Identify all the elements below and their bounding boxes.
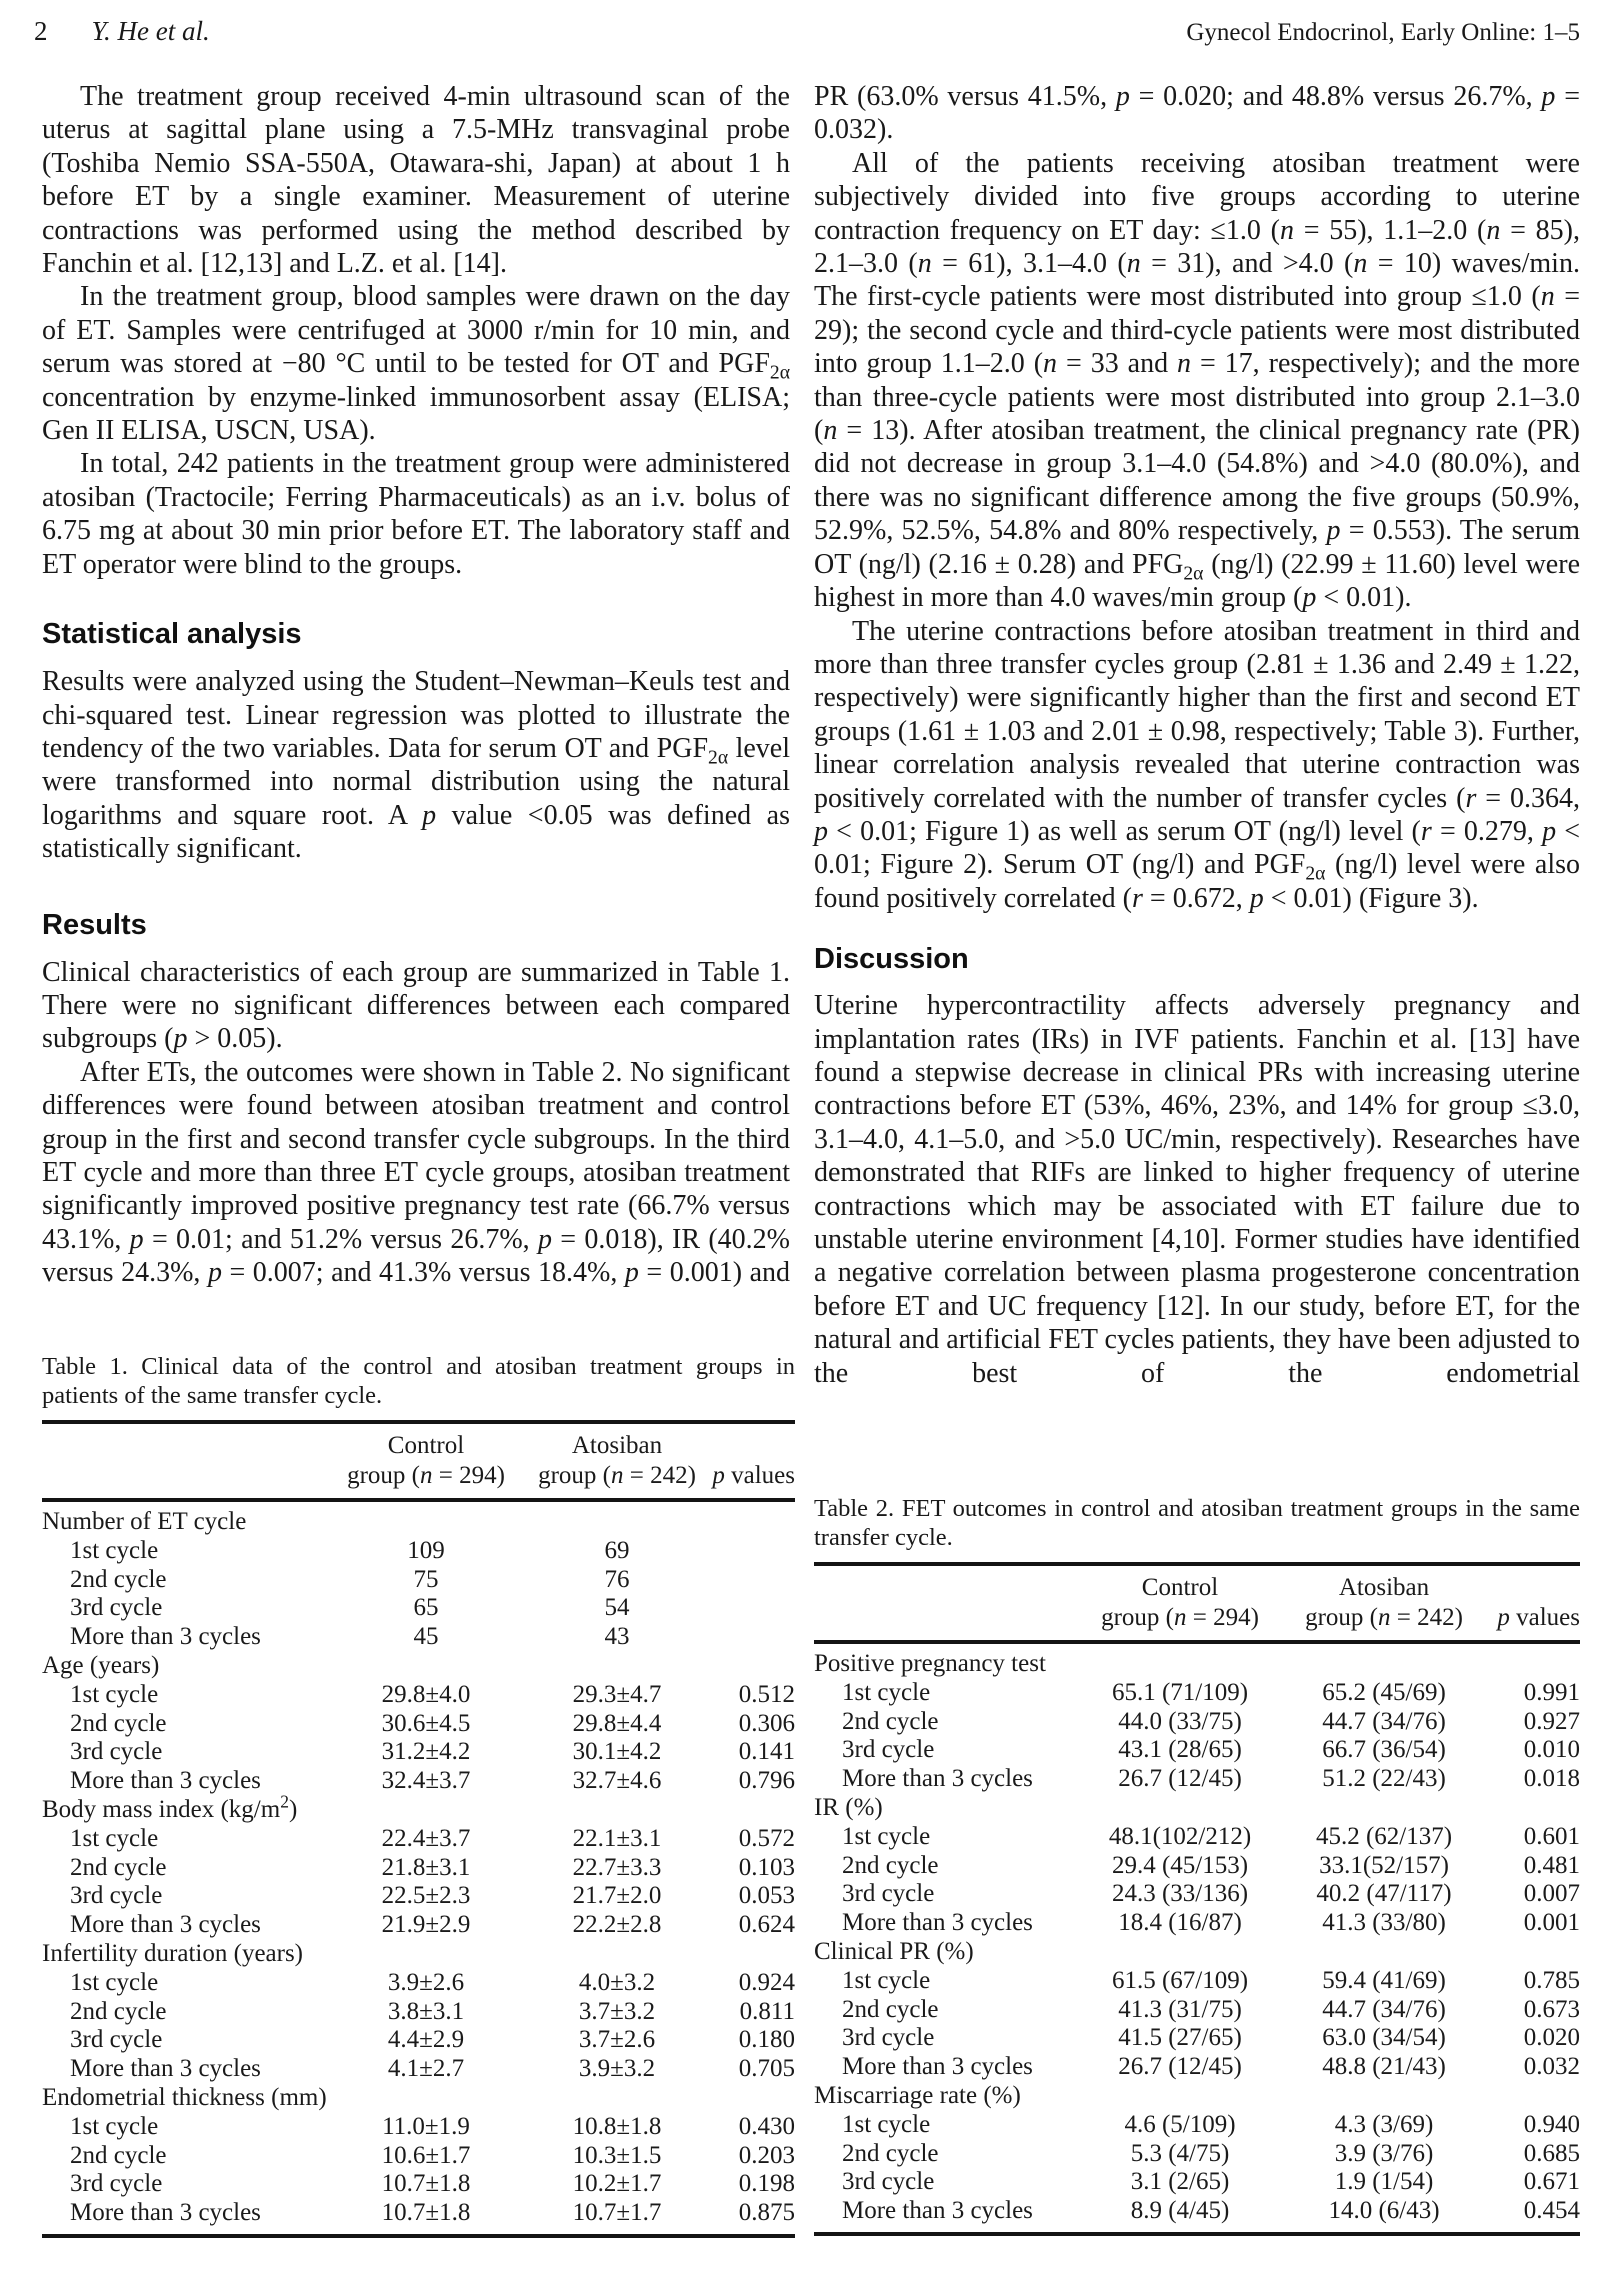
paragraph-methods-atosiban: In total, 242 patients in the treatment group were administered atosiban (Tractocile; Ferring Pharmaceuticals) as an i.v. bolus of 6.75 mg at about 30 min prior before ET. The laboratory staff and ET operator were blind to the groups. xyxy=(42,448,790,580)
p-value: 0.180 xyxy=(738,2026,795,2054)
atosiban-value: 33.1(52/157) xyxy=(1319,1851,1449,1879)
atosiban-value: 4.0±3.2 xyxy=(578,1968,656,1996)
page-number: 2 xyxy=(34,16,48,46)
atosiban-value: 66.7 (36/54) xyxy=(1322,1736,1446,1764)
p-value: 0.991 xyxy=(1523,1678,1580,1706)
row-label: More than 3 cycles xyxy=(70,2055,261,2083)
p-value: 0.671 xyxy=(1523,2168,1580,2196)
row-label: 3rd cycle xyxy=(70,1594,163,1622)
row-label: 3rd cycle xyxy=(70,1882,163,1910)
control-column-subtitle: group (n = 294) xyxy=(328,1461,524,1500)
row-label: 3rd cycle xyxy=(842,2024,935,2052)
control-value: 41.5 (27/65) xyxy=(1118,2024,1242,2052)
atosiban-column-subtitle: group (n = 242) xyxy=(524,1461,710,1500)
p-value xyxy=(710,1594,795,1623)
row-label: More than 3 cycles xyxy=(70,1623,261,1651)
table-row xyxy=(814,2197,1580,2234)
table-row xyxy=(814,1967,1580,1996)
paragraph-results-contraction-groups: All of the patients receiving atosiban treatment were subjectively divided into five groups according to uterine contraction frequency on ET day: ≤1.0 (n = 55), 1.1–2.0 (n = 85), 2.1–3.0 (n = 61), 3.1–4.0 (n = 31), and >4.0 (n = 10) waves/min. The first-cycle patients were most distributed into group ≤1.0 (n = 29); the second cycle and third-cycle patients were most distributed into group 1.1–2.0 (n = 33 and n = 17, respectively); and the more than three-cycle patients were most distributed into group 2.1–3.0 (n = 13). After atosiban treatment, the clinical pregnancy rate (PR) did not decrease in group 3.1–4.0 (54.8%) and >4.0 (80.0%), and there was no significant difference among the five groups (50.9%, 52.9%, 52.5%, 54.8% and 80% respectively, p = 0.553). The serum OT (ng/l) (2.16 ± 0.28) and $PFG_{2\alpha}$ (ng/l) (22.99 ± 11.60) level were highest in more than 4.0 waves/min group (p < 0.01). xyxy=(814,147,1580,614)
atosiban-value: 10.3±1.5 xyxy=(572,2141,662,2169)
row-label: 1st cycle xyxy=(70,1680,159,1708)
row-label: 2nd cycle xyxy=(842,1707,939,1735)
atosiban-column-title: Atosiban xyxy=(571,1432,663,1459)
table-section-row xyxy=(814,2082,1580,2111)
control-value: 31.2±4.2 xyxy=(381,1738,471,1766)
table-section-row xyxy=(42,1652,795,1681)
p-value: 0.601 xyxy=(1523,1822,1580,1850)
atosiban-value: 76 xyxy=(604,1565,630,1593)
atosiban-value: 10.7±1.7 xyxy=(572,2199,662,2227)
control-value: 18.4 (16/87) xyxy=(1118,1909,1242,1937)
table-2-grid xyxy=(814,1562,1580,2236)
control-value: 45 xyxy=(413,1623,439,1651)
p-value: 0.454 xyxy=(1523,2197,1580,2225)
row-label: 1st cycle xyxy=(842,1822,931,1850)
table-row xyxy=(814,2111,1580,2140)
atosiban-value: 4.3 (3/69) xyxy=(1334,2110,1434,2138)
p-value: 0.572 xyxy=(738,1824,795,1852)
control-value: 11.0±1.9 xyxy=(382,2112,470,2140)
p-value: 0.685 xyxy=(1523,2139,1580,2167)
atosiban-value: 21.7±2.0 xyxy=(572,1882,662,1910)
control-value: 5.3 (4/75) xyxy=(1130,2139,1230,2167)
atosiban-value: 63.0 (34/54) xyxy=(1322,2024,1446,2052)
paragraph-methods-ultrasound: The treatment group received 4-min ultrasound scan of the uterus at sagittal plane using a 7.5-MHz transvaginal probe (Toshiba Nemio SSA-550A, Otawara-shi, Japan) at about 1 h before ET by a single examiner. Measurement of uterine contractions was performed using the method described by Fanchin et al. [12,13] and L.Z. et al. [14]. xyxy=(42,81,790,280)
p-value: 0.624 xyxy=(738,1911,795,1939)
atosiban-value: 32.7±4.6 xyxy=(572,1767,662,1795)
table-row xyxy=(42,1998,795,2027)
row-label: 2nd cycle xyxy=(842,1851,939,1879)
table-row xyxy=(42,1825,795,1854)
left-column xyxy=(42,80,790,1290)
p-values-column-title: p values xyxy=(710,1461,795,1500)
table-section-label: Clinical PR (%) xyxy=(814,1937,974,1965)
row-label: 3rd cycle xyxy=(842,2168,935,2196)
table-2 xyxy=(814,1494,1580,2236)
control-value: 43.1 (28/65) xyxy=(1118,1736,1242,1764)
paragraph-discussion: Uterine hypercontractility affects adversely pregnancy and implantation rates (IRs) in IVF patients. Fanchin et al. [13] have found a stepwise decrease in clinical PRs with increasing uterine contractions before ET (53%, 46%, 23%, and 14% for group ≤3.0, 3.1–4.0, 4.1–5.0, and >5.0 UC/min, respectively). Researches have demonstrated that RIFs are linked to higher frequency of uterine contractions which may be associated with ET failure due to unstable uterine environment [4,10]. Former studies have identified a negative correlation between plasma progesterone concentration before ET and UC frequency [12]. In our study, before ET, for the natural and artificial FET cycles patients, they have been adjusted to the best of the endometrial xyxy=(814,990,1580,1389)
atosiban-value: 44.7 (34/76) xyxy=(1322,1995,1446,2023)
table-section-label: Endometrial thickness (mm) xyxy=(42,2083,327,2111)
table-header-row xyxy=(814,1603,1580,1642)
row-label: 1st cycle xyxy=(842,2110,931,2138)
p-value: 0.141 xyxy=(738,1738,795,1766)
control-value: 22.4±3.7 xyxy=(381,1824,471,1852)
p-value: 0.032 xyxy=(1523,2053,1580,2081)
table-section-label: IR (%) xyxy=(814,1793,883,1821)
table-row xyxy=(42,1738,795,1767)
p-value: 0.018 xyxy=(1523,1765,1580,1793)
p-value: 0.512 xyxy=(738,1680,795,1708)
table-row xyxy=(42,1854,795,1883)
p-value: 0.940 xyxy=(1523,2110,1580,2138)
control-value: 65 xyxy=(413,1594,439,1622)
control-value: 44.0 (33/75) xyxy=(1118,1707,1242,1735)
table-section-label: Positive pregnancy test xyxy=(814,1650,1046,1677)
table-row xyxy=(814,1852,1580,1881)
table-row xyxy=(42,2113,795,2142)
p-value: 0.785 xyxy=(1523,1966,1580,1994)
row-label: More than 3 cycles xyxy=(842,1765,1033,1793)
atosiban-column-subtitle: group (n = 242) xyxy=(1286,1603,1482,1642)
control-value: 10.7±1.8 xyxy=(381,2170,471,2198)
row-label: 1st cycle xyxy=(70,2112,159,2140)
row-label: 1st cycle xyxy=(70,1536,159,1564)
p-values-column-title: p values xyxy=(1482,1603,1580,1642)
atosiban-value: 14.0 (6/43) xyxy=(1328,2197,1440,2225)
table-section-label: Number of ET cycle xyxy=(42,1508,247,1535)
table-row xyxy=(42,2055,795,2084)
p-value: 0.001 xyxy=(1523,1909,1580,1937)
table-row xyxy=(42,1594,795,1623)
row-label: 2nd cycle xyxy=(70,2141,167,2169)
control-value: 109 xyxy=(407,1536,445,1564)
right-column xyxy=(814,80,1580,1390)
table-1-header xyxy=(42,1422,795,1500)
p-value: 0.481 xyxy=(1523,1851,1580,1879)
table-row xyxy=(814,1679,1580,1708)
atosiban-value: 45.2 (62/137) xyxy=(1315,1822,1453,1850)
p-value: 0.306 xyxy=(738,1709,795,1737)
control-value: 22.5±2.3 xyxy=(381,1882,471,1910)
table-row xyxy=(814,1736,1580,1765)
table-1 xyxy=(42,1352,795,2238)
paragraph-methods-blood-samples: In the treatment group, blood samples were drawn on the day of ET. Samples were centrifuged at 3000 r/min for 10 min, and serum was stored at −80 °C until to be tested for OT and $PGF_{2\alpha}$ concentration by enzyme-linked immunosorbent assay (ELISA; Gen II ELISA, USCN, USA). xyxy=(42,281,790,447)
table-section-row xyxy=(42,1796,795,1825)
running-authors: Y. He et al. xyxy=(91,16,210,46)
row-label: More than 3 cycles xyxy=(70,2199,261,2227)
paragraph-results-outcomes: After ETs, the outcomes were shown in Table 2. No significant differences were found between atosiban treatment and control group in the first and second transfer cycle subgroups. In the third ET cycle and more than three ET cycle groups, atosiban treatment significantly improved positive pregnancy test rate (66.7% versus 43.1%, p = 0.01; and 51.2% versus 26.7%, p = 0.018), IR (40.2% versus 24.3%, p = 0.007; and 41.3% versus 18.4%, p = 0.001) and xyxy=(42,1056,790,1289)
p-value: 0.010 xyxy=(1523,1736,1580,1764)
p-value: 0.198 xyxy=(738,2170,795,2198)
control-value: 21.8±3.1 xyxy=(381,1853,471,1881)
running-head-left xyxy=(34,16,210,46)
running-head xyxy=(34,16,1580,48)
row-label: 3rd cycle xyxy=(842,1880,935,1908)
row-label: 1st cycle xyxy=(70,1968,159,1996)
table-row xyxy=(814,1823,1580,1852)
control-value: 4.1±2.7 xyxy=(387,2055,465,2083)
p-value: 0.053 xyxy=(738,1882,795,1910)
control-value: 41.3 (31/75) xyxy=(1118,1995,1242,2023)
atosiban-value: 54 xyxy=(604,1594,630,1622)
table-row xyxy=(814,1909,1580,1938)
row-label: 3rd cycle xyxy=(842,1736,935,1764)
table-row xyxy=(814,2168,1580,2197)
table-row xyxy=(42,2142,795,2171)
control-value: 26.7 (12/45) xyxy=(1118,1765,1242,1793)
table-2-caption: Table 2. FET outcomes in control and atosiban treatment groups in the same transfer cycle. xyxy=(814,1495,1580,1551)
p-value xyxy=(710,1537,795,1566)
table-row xyxy=(42,1681,795,1710)
table-header-row xyxy=(42,1461,795,1500)
table-2-body xyxy=(814,1642,1580,2234)
atosiban-value: 65.2 (45/69) xyxy=(1322,1678,1446,1706)
table-section-label: Infertility duration (years) xyxy=(42,1939,304,1967)
control-value: 10.6±1.7 xyxy=(381,2141,471,2169)
table-row xyxy=(42,1537,795,1566)
control-value: 3.1 (2/65) xyxy=(1130,2168,1230,2196)
atosiban-column-title: Atosiban xyxy=(1338,1574,1430,1601)
control-value: 30.6±4.5 xyxy=(381,1709,471,1737)
p-value: 0.705 xyxy=(738,2055,795,2083)
p-value xyxy=(710,1566,795,1595)
control-value: 29.8±4.0 xyxy=(381,1680,471,1708)
table-row xyxy=(42,1566,795,1595)
row-label: 2nd cycle xyxy=(70,1997,167,2025)
heading-statistical-analysis: Statistical analysis xyxy=(42,618,302,651)
table-section-row xyxy=(42,1940,795,1969)
row-label: More than 3 cycles xyxy=(70,1767,261,1795)
row-label: 2nd cycle xyxy=(70,1853,167,1881)
atosiban-value: 3.7±2.6 xyxy=(578,2026,656,2054)
control-value: 24.3 (33/136) xyxy=(1111,1880,1249,1908)
row-label: More than 3 cycles xyxy=(842,2053,1033,2081)
control-value: 4.6 (5/109) xyxy=(1124,2110,1236,2138)
p-value: 0.103 xyxy=(738,1853,795,1881)
row-label: More than 3 cycles xyxy=(842,2197,1033,2225)
p-value: 0.020 xyxy=(1523,2024,1580,2052)
table-row xyxy=(42,1623,795,1652)
paragraph-results-correlation: The uterine contractions before atosiban treatment in third and more than three transfer cycles group (2.81 ± 1.36 and 2.49 ± 1.22, respectively) were significantly higher than the first and second ET groups (1.61 ± 1.03 and 2.01 ± 0.98, respectively; Table 3). Further, linear correlation analysis revealed that uterine contraction was positively correlated with the number of transfer cycles (r = 0.364, p < 0.01; Figure 1) as well as serum OT (ng/l) level (r = 0.279, p < 0.01; Figure 2). Serum OT (ng/l) and $PGF_{2\alpha}$ (ng/l) level were also found positively correlated (r = 0.672, p < 0.01) (Figure 3). xyxy=(814,615,1581,914)
atosiban-value: 69 xyxy=(604,1536,630,1564)
table-section-row xyxy=(814,1938,1580,1967)
p-value: 0.927 xyxy=(1523,1707,1580,1735)
atosiban-value: 22.2±2.8 xyxy=(572,1911,662,1939)
table-row xyxy=(42,1969,795,1998)
table-1-caption: Table 1. Clinical data of the control and atosiban treatment groups in patients of the same transfer cycle. xyxy=(42,1353,795,1409)
control-value: 48.1(102/212) xyxy=(1108,1822,1252,1850)
atosiban-value: 43 xyxy=(604,1623,630,1651)
atosiban-value: 48.8 (21/43) xyxy=(1322,2053,1446,2081)
row-label: 1st cycle xyxy=(842,1966,931,1994)
atosiban-value: 30.1±4.2 xyxy=(572,1738,662,1766)
atosiban-value: 22.1±3.1 xyxy=(572,1824,662,1852)
table-row xyxy=(42,1882,795,1911)
table-row xyxy=(42,1710,795,1739)
row-label: 3rd cycle xyxy=(70,1738,163,1766)
control-value: 3.9±2.6 xyxy=(387,1968,465,1996)
atosiban-value: 40.2 (47/117) xyxy=(1316,1880,1452,1908)
table-row xyxy=(814,1996,1580,2025)
control-value: 8.9 (4/45) xyxy=(1130,2197,1230,2225)
table-row xyxy=(814,2053,1580,2082)
row-label: 2nd cycle xyxy=(842,2139,939,2167)
table-section-row xyxy=(814,1794,1580,1823)
atosiban-value: 10.8±1.8 xyxy=(572,2112,662,2140)
table-row xyxy=(42,2026,795,2055)
row-label: 3rd cycle xyxy=(70,2170,163,2198)
row-label: 2nd cycle xyxy=(842,1995,939,2023)
p-value: 0.673 xyxy=(1523,1995,1580,2023)
control-column-title: Control xyxy=(387,1432,465,1459)
table-2-header xyxy=(814,1564,1580,1642)
atosiban-value: 41.3 (33/80) xyxy=(1322,1909,1446,1937)
atosiban-value: 10.2±1.7 xyxy=(572,2170,662,2198)
table-1-grid xyxy=(42,1420,795,2238)
table-row xyxy=(814,1765,1580,1794)
table-section-row xyxy=(42,1500,795,1537)
atosiban-value: 3.9 (3/76) xyxy=(1334,2139,1434,2167)
p-value: 0.811 xyxy=(739,1997,795,2025)
atosiban-value: 3.7±3.2 xyxy=(578,1997,656,2025)
atosiban-value: 51.2 (22/43) xyxy=(1322,1765,1446,1793)
control-value: 26.7 (12/45) xyxy=(1118,2053,1242,2081)
atosiban-value: 3.9±3.2 xyxy=(578,2055,656,2083)
table-section-row xyxy=(814,1642,1580,1679)
paragraph-statistical-analysis: Results were analyzed using the Student–Newman–Keuls test and chi-squared test. Linear regression was plotted to illustrate the tendency of the two variables. Data for serum OT and $PGF_{2\alpha}$ level were transformed into normal distribution using the natural logarithms and square root. A p value <0.05 was defined as statistically significant. xyxy=(42,666,790,865)
row-label: 3rd cycle xyxy=(70,2026,163,2054)
table-row xyxy=(814,1880,1580,1909)
table-header-row xyxy=(814,1564,1580,1603)
table-section-label: Miscarriage rate (%) xyxy=(814,2081,1021,2109)
table-section-label: Body mass index $(kg/m^2)$ xyxy=(42,1791,298,1823)
atosiban-value: 29.3±4.7 xyxy=(572,1680,662,1708)
control-value: 3.8±3.1 xyxy=(387,1997,465,2025)
p-value xyxy=(710,1623,795,1652)
table-row xyxy=(42,2199,795,2236)
row-label: 1st cycle xyxy=(70,1824,159,1852)
control-value: 65.1 (71/109) xyxy=(1111,1678,1249,1706)
table-header-row xyxy=(42,1422,795,1461)
paragraph-results-clinical: Clinical characteristics of each group are summarized in Table 1. There were no significant differences between each compared subgroups (p > 0.05). xyxy=(42,956,790,1055)
p-value: 0.924 xyxy=(738,1968,795,1996)
heading-results: Results xyxy=(42,908,147,941)
table-row xyxy=(814,1708,1580,1737)
control-value: 29.4 (45/153) xyxy=(1111,1851,1249,1879)
table-row xyxy=(814,2024,1580,2053)
row-label: 1st cycle xyxy=(842,1678,931,1706)
atosiban-value: 44.7 (34/76) xyxy=(1322,1707,1446,1735)
table-1-body xyxy=(42,1500,795,2236)
p-value: 0.875 xyxy=(738,2199,795,2227)
row-label: More than 3 cycles xyxy=(842,1909,1033,1937)
paragraph-results-outcomes-continued: PR (63.0% versus 41.5%, p = 0.020; and 48.8% versus 26.7%, p = 0.032). xyxy=(814,81,1580,146)
control-value: 21.9±2.9 xyxy=(381,1911,471,1939)
table-row xyxy=(814,2140,1580,2169)
table-section-label: Age (years) xyxy=(42,1651,160,1679)
control-column-subtitle: group (n = 294) xyxy=(1074,1603,1286,1642)
atosiban-value: 1.9 (1/54) xyxy=(1334,2168,1434,2196)
row-label: 2nd cycle xyxy=(70,1709,167,1737)
table-row xyxy=(42,2170,795,2199)
control-column-title: Control xyxy=(1141,1574,1219,1601)
control-value: 10.7±1.8 xyxy=(381,2199,471,2227)
atosiban-value: 59.4 (41/69) xyxy=(1322,1966,1446,1994)
control-value: 75 xyxy=(413,1565,439,1593)
p-value: 0.796 xyxy=(738,1767,795,1795)
p-value: 0.007 xyxy=(1523,1880,1580,1908)
table-row xyxy=(42,1767,795,1796)
atosiban-value: 29.8±4.4 xyxy=(572,1709,662,1737)
control-value: 32.4±3.7 xyxy=(381,1767,471,1795)
row-label: 2nd cycle xyxy=(70,1565,167,1593)
table-row xyxy=(42,1911,795,1940)
control-value: 61.5 (67/109) xyxy=(1111,1966,1249,1994)
table-section-row xyxy=(42,2084,795,2113)
row-label: More than 3 cycles xyxy=(70,1911,261,1939)
heading-discussion: Discussion xyxy=(814,943,969,976)
atosiban-value: 22.7±3.3 xyxy=(572,1853,662,1881)
p-value: 0.430 xyxy=(738,2112,795,2140)
journal-citation: Gynecol Endocrinol, Early Online: 1–5 xyxy=(1186,19,1580,46)
p-value: 0.203 xyxy=(738,2141,795,2169)
control-value: 4.4±2.9 xyxy=(387,2026,465,2054)
